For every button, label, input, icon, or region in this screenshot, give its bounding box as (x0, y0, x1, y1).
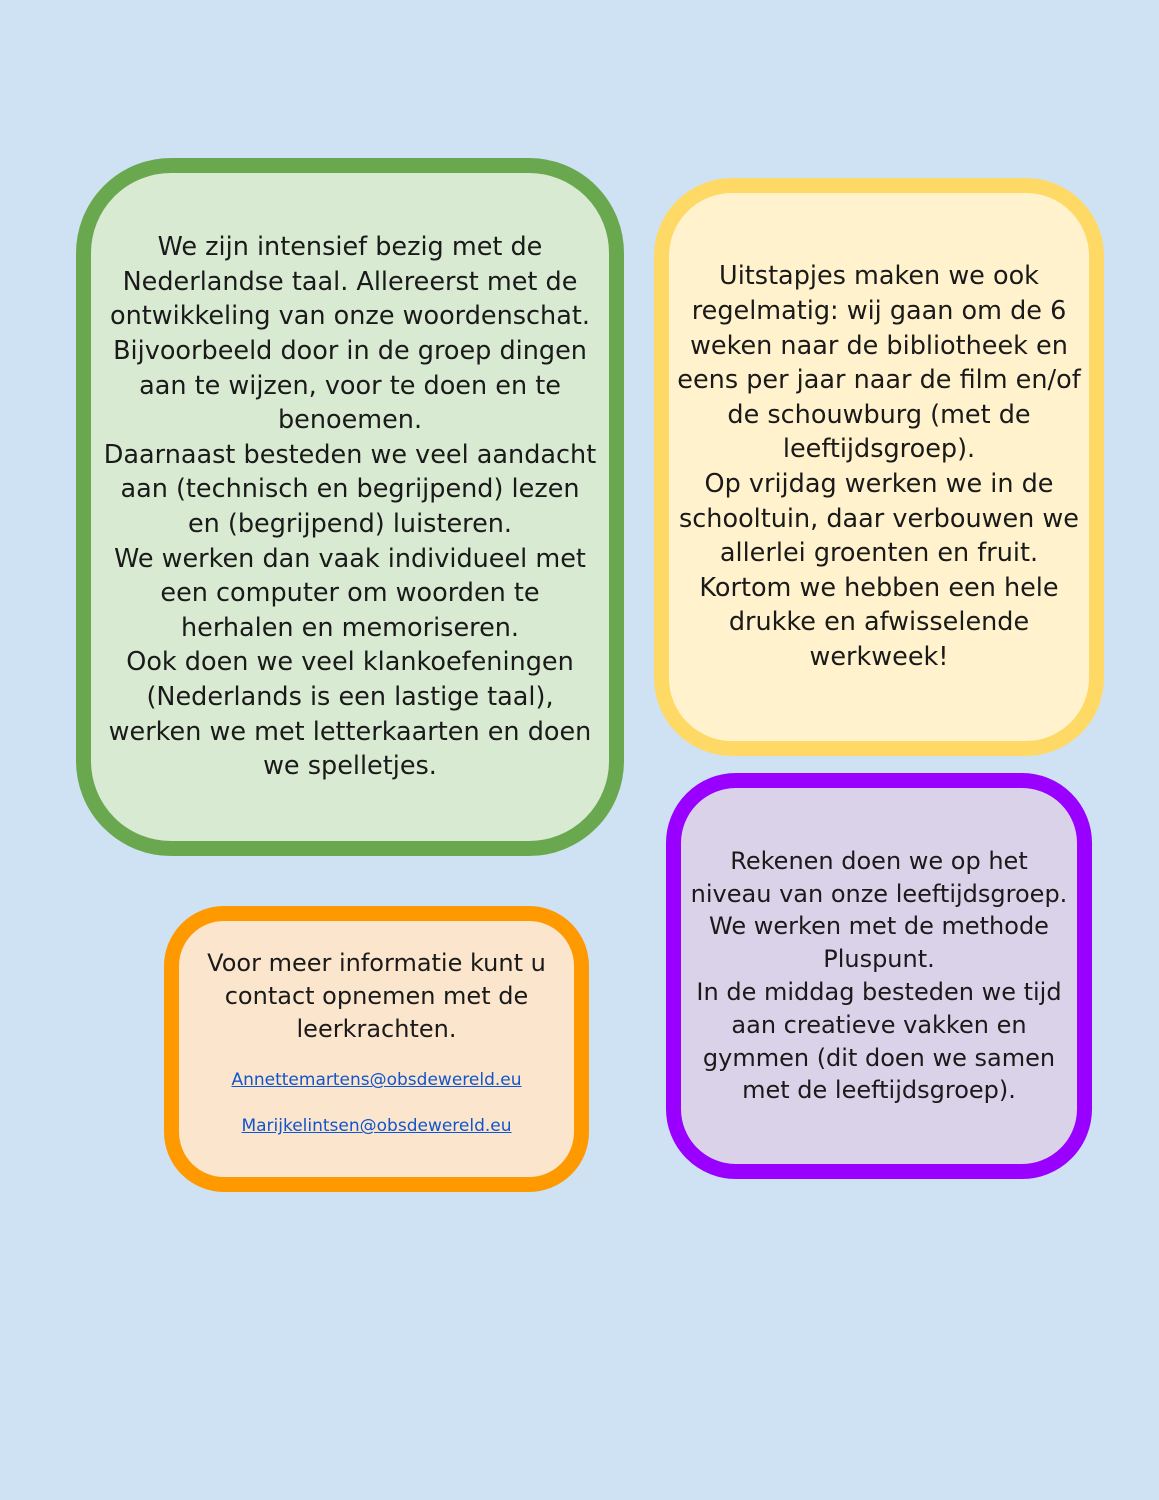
math-card (666, 773, 1092, 1179)
excursions-paragraph-2: Op vrijdag werken we in de schooltuin, daar verbouwen we allerlei groenten en fruit. (679, 469, 1079, 569)
email-link-marijke[interactable]: Marijkelintsen@obsdewereld.eu (241, 1116, 512, 1137)
dutch-language-paragraph-1: We zijn intensief bezig met de Nederlandse taal. Allereerst met de ontwikkeling van onze woordenschat. Bijvoorbeeld door in de groep dingen aan te wijzen, voor te doen en te benoemen. (110, 232, 590, 436)
dutch-language-paragraph-3: We werken dan vaak individueel met een computer om woorden te herhalen en memoriseren. (114, 543, 586, 643)
excursions-paragraph-1: Uitstapjes maken we ook regelmatig: wij gaan om de 6 weken naar de bibliotheek en eens per jaar naar de film en/of de schouwburg (met de leeftijdsgroep). (677, 261, 1081, 465)
contact-info-text: Voor meer informatie kunt u contact opnemen met de leerkrachten. (207, 949, 546, 1043)
dutch-language-paragraph-2: Daarnaast besteden we veel aandacht aan (technisch en begrijpend) lezen en (begrijpend) luisteren. (103, 439, 597, 539)
contact-card (164, 906, 589, 1192)
excursions-paragraph-3: Kortom we hebben een hele drukke en afwisselende werkweek! (699, 572, 1059, 672)
dutch-language-card (76, 158, 624, 856)
math-paragraph-1: Rekenen doen we op het niveau van onze leeftijdsgroep. We werken met de methode Pluspunt. (690, 846, 1068, 974)
excursions-card (654, 178, 1104, 756)
dutch-language-paragraph-4: Ook doen we veel klankoefeningen (Nederlands is een lastige taal), werken we met letterkaarten en doen we spelletjes. (108, 647, 592, 782)
email-link-annette[interactable]: Annettemartens@obsdewereld.eu (231, 1070, 522, 1091)
math-paragraph-2: In de middag besteden we tijd aan creatieve vakken en gymmen (dit doen we samen met de leeftijdsgroep). (696, 978, 1062, 1105)
